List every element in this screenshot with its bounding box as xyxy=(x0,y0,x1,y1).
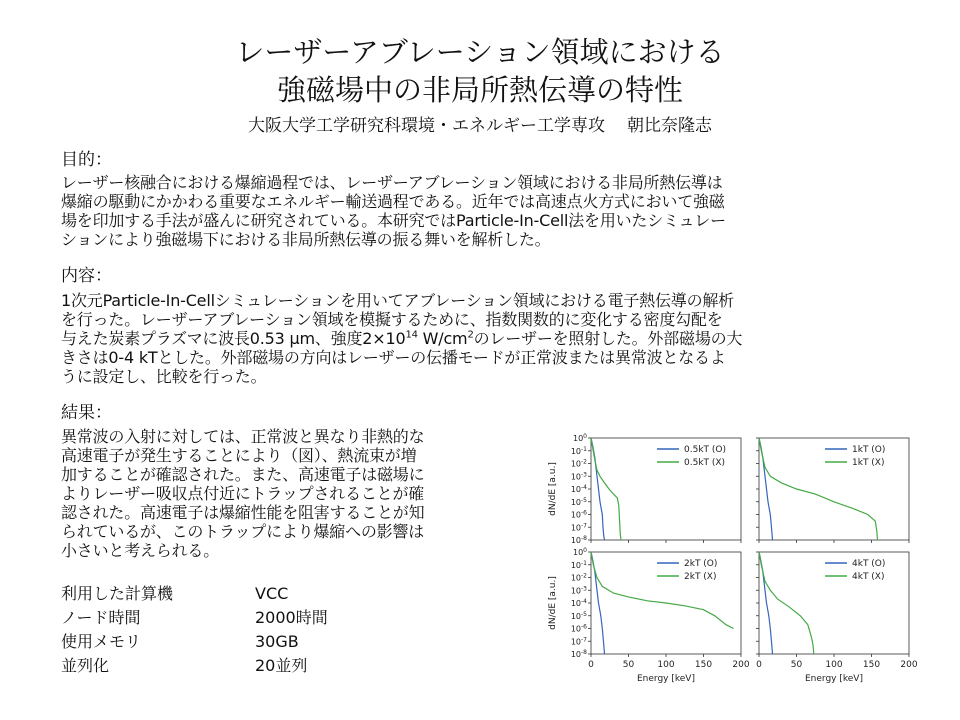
x-tick-label: 0 xyxy=(756,660,762,670)
y-tick-label: $10^{-2}$ xyxy=(570,458,587,469)
y-tick-label: $10^{-4}$ xyxy=(570,598,587,608)
content-line: を行った。レーザーアブレーション領域を模擬するために、指数関数的に変化する密度勾配を xyxy=(61,310,723,329)
chart-panel xyxy=(548,547,750,684)
content-line: 1次元Particle-In-Cellシミュレーションを用いてアブレーション領域における電子熱伝導の解析 xyxy=(61,291,734,310)
objective-line: 場を印加する手法が盛んに研究されている。本研究ではParticle-In-Cell法を用いたシミュレー xyxy=(61,211,726,230)
results-heading: 結果： xyxy=(61,403,112,423)
content-heading: 内容： xyxy=(61,266,112,286)
x-tick-label: 200 xyxy=(900,660,918,670)
x-tick-label: 150 xyxy=(694,660,713,670)
legend-label: 0.5kT (X) xyxy=(684,458,726,468)
objective-line: ションにより強磁場下における非局所熱伝導の振る舞いを解析した。 xyxy=(61,230,551,249)
table-row xyxy=(61,606,328,630)
y-tick-label: $10^{-4}$ xyxy=(570,484,587,494)
table-row xyxy=(61,630,328,654)
plot-frame xyxy=(759,438,909,540)
content-paragraph xyxy=(61,291,901,386)
legend-label: 1kT (O) xyxy=(852,445,886,455)
energy-spectrum-figure xyxy=(538,426,930,688)
legend-label: 4kT (O) xyxy=(852,559,886,569)
info-label: 使用メモリ xyxy=(61,632,142,651)
unit-exponent: 2 xyxy=(467,329,474,341)
y-axis-label: dN/dE [a.u.] xyxy=(548,576,558,630)
info-label: 並列化 xyxy=(61,656,110,675)
y-tick-label: $10^{-7}$ xyxy=(570,636,587,647)
info-value: 20並列 xyxy=(255,656,308,675)
y-tick-label: $10^0$ xyxy=(572,547,587,557)
x-tick-label: 150 xyxy=(862,660,881,670)
content-line: きさは0-4 kTとした。外部磁場の方向はレーザーの伝播モードが正常波または異常波となるよ xyxy=(61,348,726,367)
objective-line: レーザー核融合における爆縮過程では、レーザーアブレーション領域における非局所熱伝導は xyxy=(61,173,723,192)
y-tick-label: $10^{-1}$ xyxy=(570,445,587,456)
x-tick-label: 50 xyxy=(622,660,635,670)
y-tick-label: $10^{-2}$ xyxy=(570,572,587,583)
results-line: 小さいと考えられる。 xyxy=(61,541,220,560)
plot-frame xyxy=(759,552,909,654)
objective-paragraph xyxy=(61,173,901,249)
chart-panel xyxy=(548,433,741,545)
legend-label: 1kT (X) xyxy=(852,458,885,468)
legend-label: 2kT (O) xyxy=(684,559,718,569)
results-line: 加することが確認された。また、高速電子は磁場に xyxy=(61,465,425,484)
table-row xyxy=(61,582,328,606)
chart-panel xyxy=(756,552,918,684)
x-tick-label: 50 xyxy=(790,660,803,670)
y-tick-label: $10^{-8}$ xyxy=(570,535,587,545)
author-name: 朝比奈隆志 xyxy=(627,116,712,136)
legend-label: 4kT (X) xyxy=(852,572,885,582)
info-label: ノード時間 xyxy=(61,608,141,627)
content-line: うに設定し、比較を行った。 xyxy=(61,367,267,386)
y-tick-label: $10^{-3}$ xyxy=(570,471,587,482)
objective-heading: 目的： xyxy=(61,150,112,170)
legend-label: 0.5kT (O) xyxy=(684,445,726,455)
y-axis-label: dN/dE [a.u.] xyxy=(548,462,558,516)
info-value: 30GB xyxy=(255,632,299,651)
x-tick-label: 100 xyxy=(657,660,675,670)
x-tick-label: 100 xyxy=(825,660,843,670)
y-tick-label: $10^{-8}$ xyxy=(570,649,587,659)
legend-label: 2kT (X) xyxy=(684,572,717,582)
table-row xyxy=(61,654,328,678)
results-line: よりレーザー吸収点付近にトラップされることが確 xyxy=(61,484,425,503)
results-line: 高速電子が発生することにより（図）、熱流束が増 xyxy=(61,446,417,465)
intensity-exponent: 14 xyxy=(405,329,418,341)
title-line-2: 強磁場中の非局所熱伝導の特性 xyxy=(276,73,683,107)
y-tick-label: $10^{-5}$ xyxy=(570,610,587,621)
y-tick-label: $10^{-6}$ xyxy=(570,509,587,520)
author-line xyxy=(0,114,960,138)
y-tick-label: $10^0$ xyxy=(572,433,587,443)
content-text: W/cm xyxy=(417,329,468,348)
results-line: られているが、このトラップにより爆縮への影響は xyxy=(61,522,425,541)
content-line xyxy=(61,329,901,348)
results-line: 異常波の入射に対しては、正常波と異なり非熱的な xyxy=(61,427,425,446)
x-tick-label: 200 xyxy=(732,660,750,670)
content-text: 与えた炭素プラズマに波長0.53 μm、強度2×10 xyxy=(61,329,406,348)
y-tick-label: $10^{-3}$ xyxy=(570,585,587,596)
chart-panel xyxy=(756,438,909,543)
info-label: 利用した計算機 xyxy=(61,584,174,603)
content-text: のレーザーを照射した。外部磁場の大 xyxy=(473,329,743,348)
results-paragraph xyxy=(61,427,523,560)
y-tick-label: $10^{-6}$ xyxy=(570,623,587,634)
x-tick-label: 0 xyxy=(588,660,594,670)
results-line: 認された。高速電子は爆縮性能を阻害することが知 xyxy=(61,503,425,522)
x-axis-label: Energy [keV] xyxy=(805,674,863,684)
y-tick-label: $10^{-5}$ xyxy=(570,496,587,507)
title-line-1: レーザーアブレーション領域における xyxy=(235,35,725,69)
info-value: 2000時間 xyxy=(255,608,328,627)
y-tick-label: $10^{-1}$ xyxy=(570,559,587,570)
objective-line: 爆縮の駆動にかかわる重要なエネルギー輸送過程である。近年では高速点火方式において強磁 xyxy=(61,192,725,211)
x-axis-label: Energy [keV] xyxy=(637,674,695,684)
info-value: VCC xyxy=(255,584,289,603)
affiliation: 大阪大学工学研究科環境・エネルギー工学専攻 xyxy=(248,116,605,136)
y-tick-label: $10^{-7}$ xyxy=(570,522,587,533)
compute-info-table xyxy=(61,582,328,678)
